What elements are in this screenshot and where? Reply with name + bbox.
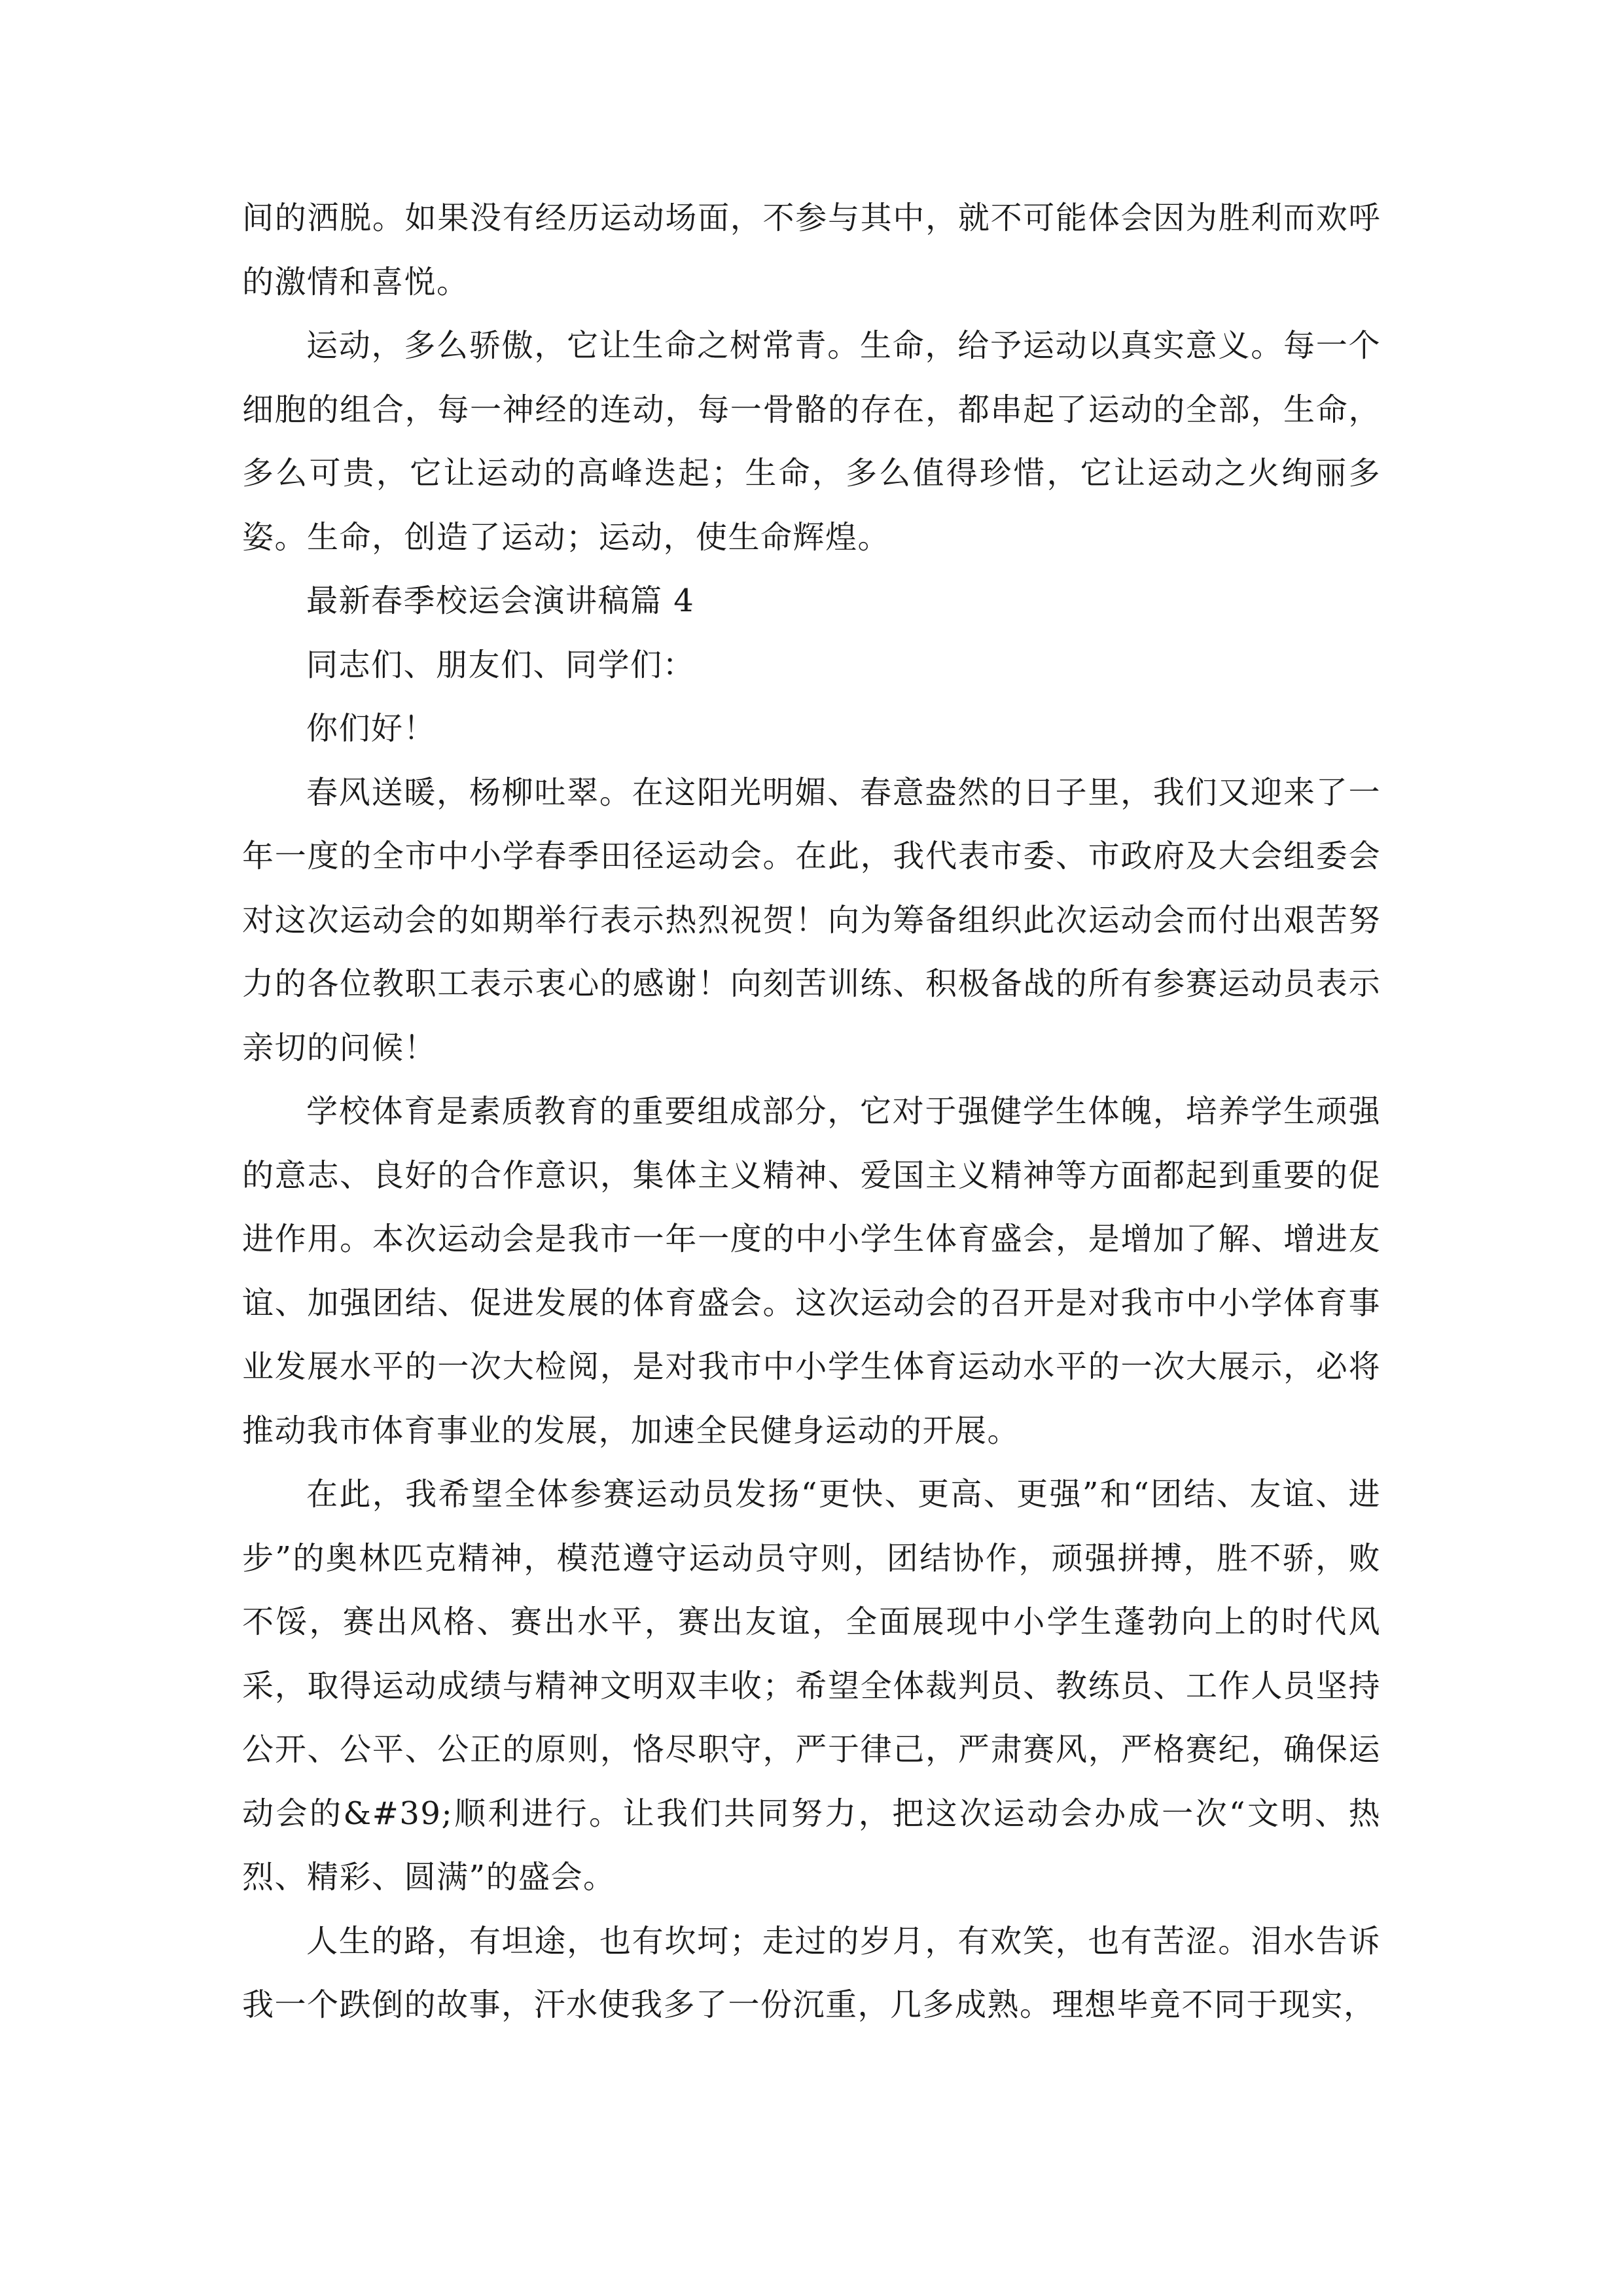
greeting: 你们好！ bbox=[306, 710, 437, 747]
section-heading: 最新春季校运会演讲稿篇 4 bbox=[306, 583, 695, 619]
paragraph-1: 间的洒脱。如果没有经历运动场面，不参与其中，就不可能体会因为胜利而欢呼的激情和喜悦。 bbox=[242, 200, 1381, 300]
body-text bbox=[242, 187, 1381, 2037]
salutation: 同志们、朋友们、同学们： bbox=[306, 646, 696, 683]
paragraph-8: 在此，我希望全体参赛运动员发扬“更快、更高、更强”和“团结、友谊、进步”的奥林匹克精神，模范遵守运动员守则，团结协作，顽强拼搏，胜不骄，败不馁，赛出风格、赛出水平，赛出友谊，全面展现中小学生蓬勃向上的时代风采，取得运动成绩与精神文明双丰收；希望全体裁判员、教练员、工作人员坚持公开、公平、公正的原则，恪尽职守，严于律己，严肃赛风，严格赛纪，确保运动会的&#39;顺利进行。让我们共同努力，把这次运动会办成一次“文明、热烈、精彩、圆满”的盛会。 bbox=[242, 1476, 1381, 1895]
paragraph-7: 学校体育是素质教育的重要组成部分，它对于强健学生体魄，培养学生顽强的意志、良好的合作意识，集体主义精神、爱国主义精神等方面都起到重要的促进作用。本次运动会是我市一年一度的中小学生体育盛会，是增加了解、增进友谊、加强团结、促进发展的体育盛会。这次运动会的召开是对我市中小学体育事业发展水平的一次大检阅，是对我市中小学生体育运动水平的一次大展示，必将推动我市体育事业的发展，加速全民健身运动的开展。 bbox=[242, 1093, 1381, 1449]
paragraph-6: 春风送暖，杨柳吐翠。在这阳光明媚、春意盎然的日子里，我们又迎来了一年一度的全市中小学春季田径运动会。在此，我代表市委、市政府及大会组委会对这次运动会的如期举行表示热烈祝贺！向为筹备组织此次运动会而付出艰苦努力的各位教职工表示衷心的感谢！向刻苦训练、积极备战的所有参赛运动员表示亲切的问候！ bbox=[242, 774, 1381, 1066]
paragraph-9: 人生的路，有坦途，也有坎坷；走过的岁月，有欢笑，也有苦涩。泪水告诉我一个跌倒的故事，汗水使我多了一份沉重，几多成熟。理想毕竟不同于现实， bbox=[242, 1922, 1381, 2023]
paragraph-2: 运动，多么骄傲，它让生命之树常青。生命，给予运动以真实意义。每一个细胞的组合，每一神经的连动，每一骨骼的存在，都串起了运动的全部，生命，多么可贵，它让运动的高峰迭起；生命，多么值得珍惜，它让运动之火绚丽多姿。生命，创造了运动；运动，使生命辉煌。 bbox=[242, 327, 1381, 556]
